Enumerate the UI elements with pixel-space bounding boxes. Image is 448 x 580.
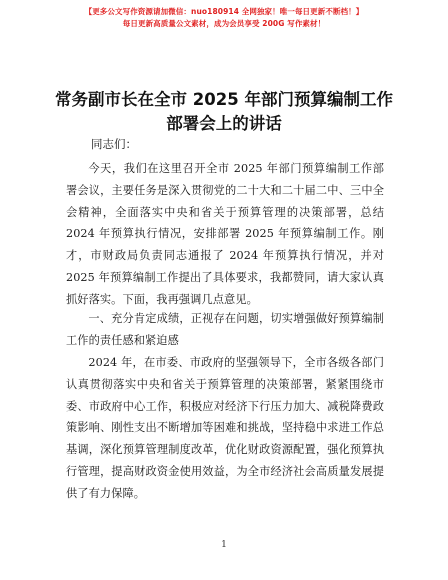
paragraph-2024-review: 2024 年，在市委、市政府的坚强领导下，全市各级各部门认真贯彻落实中央和省关于预算管理的决策部署，紧紧围绕市委、市政府中心工作，积极应对经济下行压力加大、减税降费政策影响、刚性支出不断增加等困难和挑战，坚持稳中求进工作总基调，深化预算管理制度改革，优化财政资源配置，强化预算执行管理，提高财政资金使用效益，为全市经济社会高质量发展提供了有力保障。 bbox=[66, 356, 384, 500]
promo-banner-line2: 每日更新高质量公文素材，成为会员享受 200G 写作素材！ bbox=[122, 19, 326, 28]
document-title: 常务副市长在全市 2025 年部门预算编制工作部署会上的讲话 bbox=[55, 90, 393, 133]
section-heading-1: 一、充分肯定成绩，正视存在问题，切实增强做好预算编制工作的责任感和紧迫感 bbox=[66, 312, 384, 347]
paragraph-opening: 今天，我们在这里召开全市 2025 年部门预算编制工作部署会议，主要任务是深入贯彻党的二十大和二十届二中、三中全会精神，全面落实中央和省关于预算管理的决策部署，总结 2024 年预算执行情况，安排部署 2025 年预算编制工作。刚才，市财政局负责同志通报了 2024 年预算执行情况，并对 2025 年预算编制工作提出了具体要求，我都赞同，请大家认真抓好落实。下面，我再强调几点意见。 bbox=[66, 162, 384, 306]
page-number: 1 bbox=[221, 540, 227, 550]
promo-banner bbox=[0, 6, 448, 30]
greeting: 同志们： bbox=[91, 137, 137, 151]
promo-banner-line1: 【更多公文写作资源请加微信：nuo180914 全网独家！唯一每日更新不断档！】 bbox=[84, 7, 364, 16]
